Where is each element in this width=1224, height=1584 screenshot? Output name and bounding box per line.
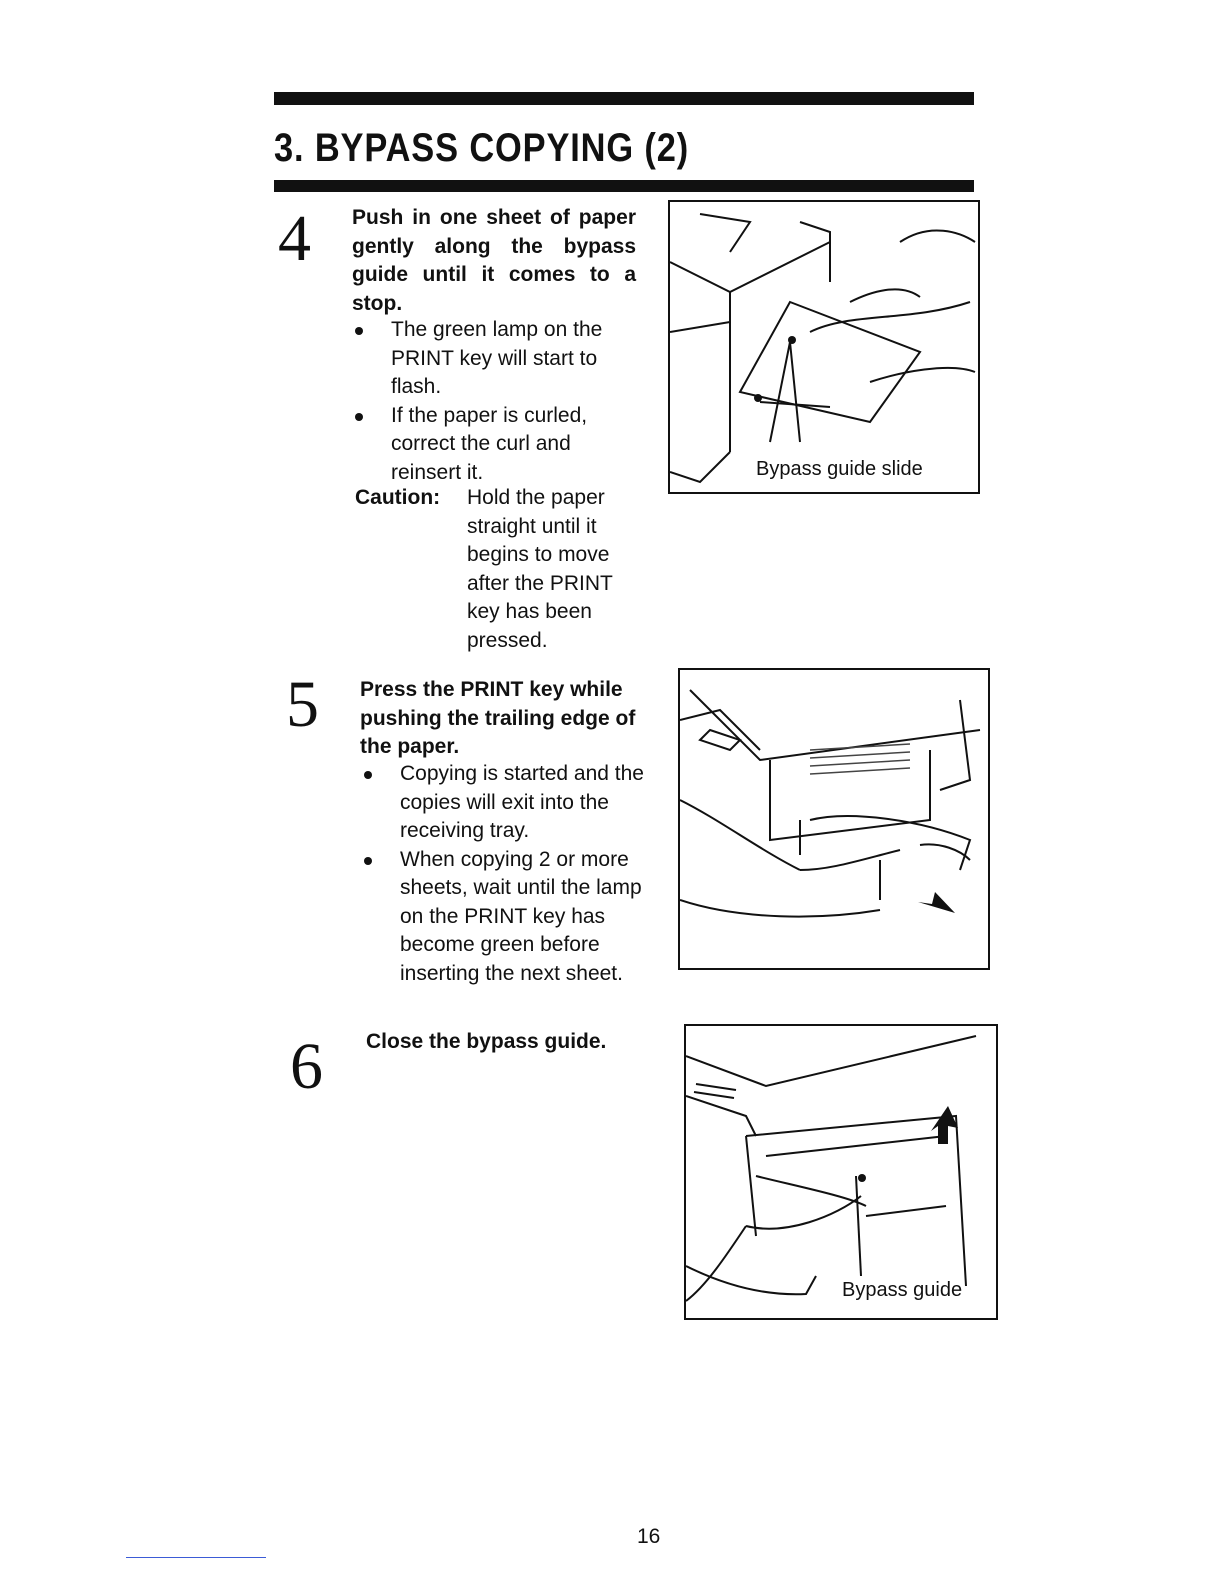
- caution-note: [355, 484, 645, 654]
- list-item: [364, 846, 648, 989]
- header-bottom-rule: [274, 180, 974, 192]
- step-heading: Push in one sheet of paper gently along the bypass guide until it comes to a stop.: [352, 206, 636, 315]
- bullet-text: Copying is started and the copies will exit into the receiving tray.: [400, 762, 644, 842]
- step-bullets: [355, 316, 637, 487]
- step-number: 6: [290, 1030, 323, 1103]
- list-item: [355, 402, 637, 488]
- caution-text: Hold the paper straight until it begins to move after the PRINT key has been pressed.: [467, 486, 613, 652]
- header-top-rule: [274, 92, 974, 105]
- bullet-icon: [364, 857, 372, 865]
- bullet-text: When copying 2 or more sheets, wait until the lamp on the PRINT key has become green before inserting the next sheet.: [400, 847, 642, 985]
- footer-divider: [126, 1557, 266, 1558]
- copier-illustration: [670, 202, 978, 492]
- bullet-text: The green lamp on the PRINT key will start to flash.: [391, 318, 603, 398]
- list-item: [364, 760, 648, 846]
- caution-label: Caution:: [355, 486, 441, 509]
- step-heading: Close the bypass guide.: [366, 1030, 607, 1053]
- copier-illustration: [686, 1026, 996, 1318]
- bullet-text: If the paper is curled, correct the curl and reinsert it.: [391, 403, 588, 484]
- bullet-icon: [364, 771, 372, 779]
- bullet-icon: [355, 413, 363, 421]
- page-title: 3. BYPASS COPYING (2): [274, 126, 690, 170]
- figure-bypass-guide: [684, 1024, 998, 1320]
- step-heading: Press the PRINT key while pushing the trailing edge of the paper.: [360, 678, 636, 758]
- figure-bypass-guide-slide: [668, 200, 980, 494]
- bullet-icon: [355, 327, 363, 335]
- step-bullets: [364, 760, 648, 988]
- page-number: 16: [637, 1525, 661, 1548]
- step-number: 4: [278, 202, 311, 275]
- list-item: [355, 316, 637, 402]
- step-number: 5: [286, 668, 319, 741]
- figure-press-print-key: [678, 668, 990, 970]
- figure-caption: Bypass guide: [842, 1279, 963, 1301]
- copier-illustration: [680, 670, 988, 968]
- figure-caption: Bypass guide slide: [756, 458, 923, 480]
